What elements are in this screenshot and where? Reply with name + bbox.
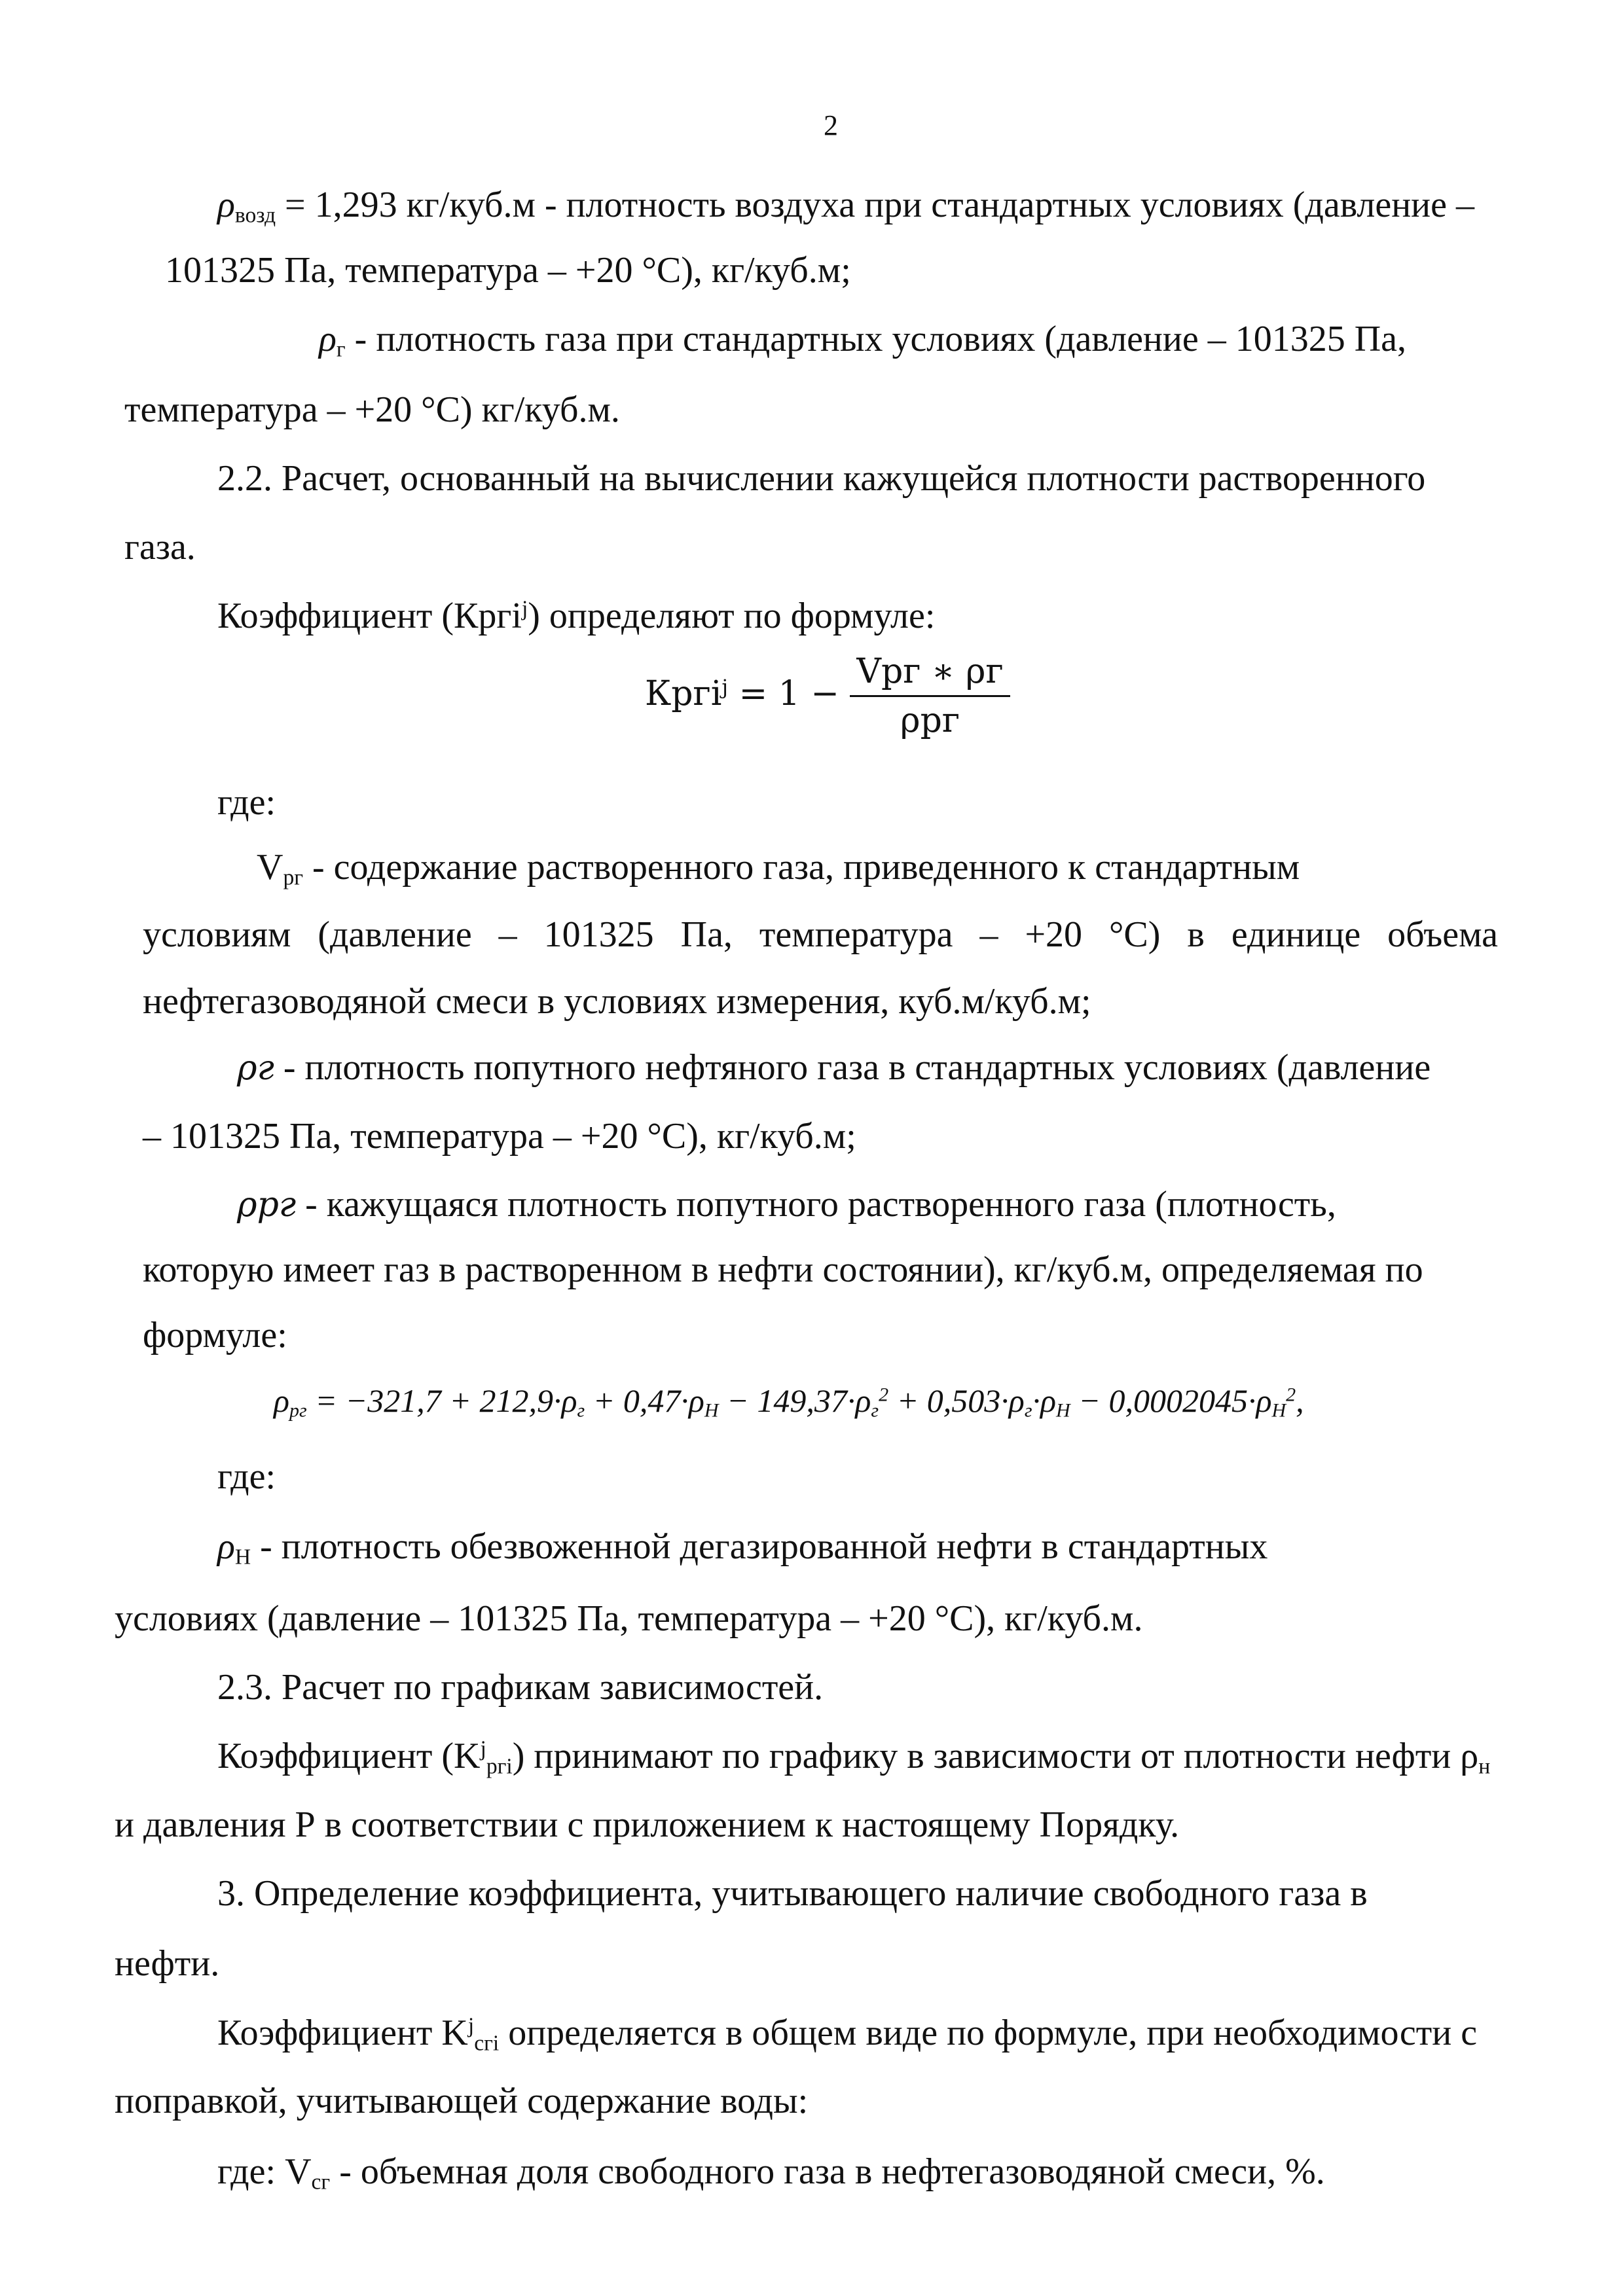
text-line: $\rho_г$ - плотность газа при стандартных условиях (давление – 101325 Па, [319,319,1407,362]
text-line: где: $V_{сг}$ - объемная доля свободного газа в нефтегазоводяной смеси, %. [217,2151,1325,2195]
definition-rhog: ρг - плотность попутного нефтяного газа в стандартных условиях (давление [237,1047,1431,1088]
section-heading: 2.2. Расчет, основанный на вычислении кажущейся плотности растворенного [217,458,1426,499]
text-line: которую имеет газ в растворенном в нефти состоянии), кг/куб.м, определяемая по [143,1249,1423,1290]
definition-rhopr: ρрг - кажущаяся плотность попутного растворенного газа (плотность, [237,1184,1336,1225]
text-line: и давления Р в соответствии с приложением к настоящему Порядку. [115,1804,1180,1845]
text-line: формуле: [143,1315,287,1355]
where-label: где: [217,782,276,823]
text-line: газа. [124,527,196,567]
text-line: 101325 Па, температура – +20 °С), кг/куб.м; [165,250,851,291]
where-label: где: [217,1456,276,1497]
text-line: Коэффициент $(K^j_{pгi})$ принимают по графику в зависимости от плотности нефти $\rho_н$ [217,1736,1491,1779]
section-heading: 3. Определение коэффициента, учитывающего наличие свободного газа в [217,1873,1368,1914]
text-line: Коэффициент (Кргi$^j$) определяют по формуле: [217,596,936,636]
text-line: температура – +20 °С) кг/куб.м. [124,389,620,430]
definition-rhon: $\rho_Н$ - плотность обезвоженной дегазированной нефти в стандартных [217,1526,1268,1570]
text-line: условиям (давление – 101325 Па, температура – +20 °С) в единице объема [143,914,1498,955]
text-line: нефтегазоводяной смеси в условиях измерения, куб.м/куб.м; [143,981,1091,1022]
fraction: $\frac{\text{Vрг ∗ ρг}}{\text{ρрг}}$ [850,655,1010,738]
text-line: $\rho_{возд} = 1,293$ кг/куб.м - плотность воздуха при стандартных условиях (давление – [217,185,1474,228]
formula-krg: Кргi$^j$ = 1 − $\frac{\text{Vрг ∗ ρг}}{\text{ρрг}}$ [645,655,1010,738]
text-line: поправкой, учитывающей содержание воды: [115,2081,809,2121]
text-line: условиях (давление – 101325 Па, температура – +20 °С), кг/куб.м. [115,1598,1143,1639]
text-line: – 101325 Па, температура – +20 °С), кг/куб.м; [143,1116,856,1157]
section-heading: 2.3. Расчет по графикам зависимостей. [217,1667,824,1708]
definition-vrg: $V_{рг}$ - содержание растворенного газа, приведенного к стандартным [257,847,1300,890]
formula-rhopr: $\rho_{рг} = -321,7 + 212,9\cdot\rho_г + 0,47\cdot\rho_Н - 149,37\cdot\rho_г^2 + 0,503\cdot\rho_г\cdot\rho_Н - 0,0002045\cdot\rho_Н^2$, [274,1382,1304,1422]
text-line: Коэффициент $K^j_{сгi}$ определяется в общем виде по формуле, при необходимости с [217,2013,1478,2056]
page-number: 2 [824,109,838,141]
text-line: нефти. [115,1943,220,1984]
